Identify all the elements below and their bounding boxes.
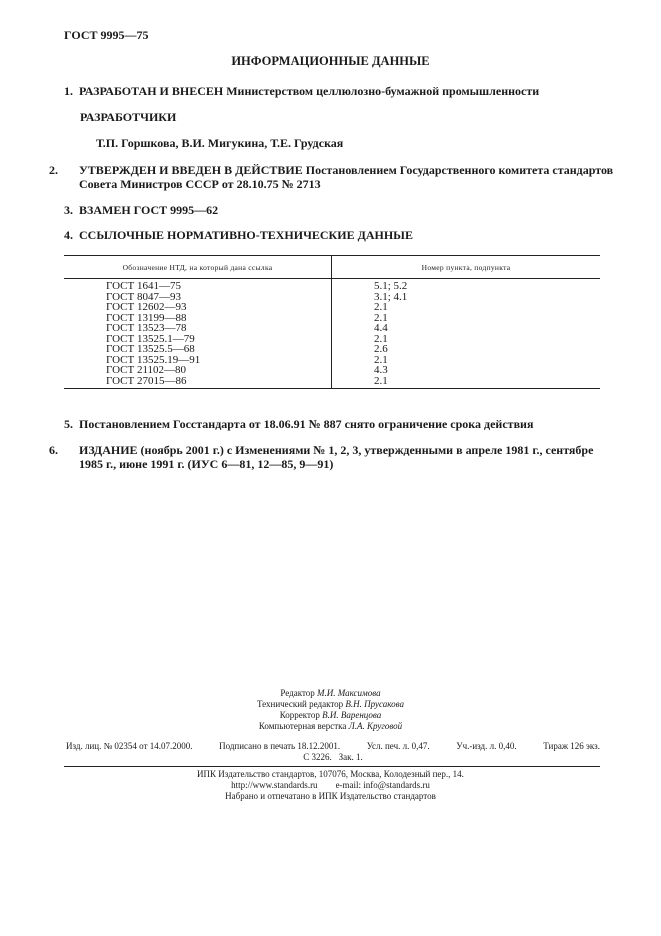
signed-info: Подписано в печать 18.12.2001.: [219, 741, 341, 751]
section-1: [64, 84, 601, 98]
section-2: [49, 163, 616, 191]
row-document: ГОСТ 21102—80: [64, 365, 332, 376]
reference-table: [64, 255, 600, 389]
row-clause: 2.1: [374, 374, 388, 387]
section-1-text: РАЗРАБОТАН И ВНЕСЕН Министерством целлюлозно-бумажной промышленности: [79, 84, 540, 98]
section-6-line-1: ИЗДАНИЕ (ноябрь 2001 г.) с Изменениями № 1, 2, 3, утвержденными в апреле 1981 г., сентябре: [79, 443, 594, 457]
row-document: ГОСТ 12602—93: [64, 302, 332, 313]
credit-role: Корректор: [279, 710, 320, 720]
section-5-number: 5.: [64, 417, 73, 431]
section-4-number: 4.: [64, 228, 73, 242]
section-6-line-2: 1985 г., июне 1991 г. (ИУС 6—81, 12—85, 9—91): [79, 457, 334, 471]
print-run-info: Тираж 126 экз.: [543, 741, 600, 751]
section-4-text: ССЫЛОЧНЫЕ НОРМАТИВНО-ТЕХНИЧЕСКИЕ ДАННЫЕ: [79, 228, 413, 242]
credit-role: Технический редактор: [256, 699, 344, 709]
section-6: [49, 443, 616, 471]
credit-name: Л.А. Круговой: [348, 721, 403, 731]
table-row: [64, 365, 600, 376]
page-title: ИНФОРМАЦИОННЫЕ ДАННЫЕ: [231, 54, 430, 68]
edition-sheets-info: Уч.-изд. л. 0,40.: [456, 741, 517, 751]
row-document: ГОСТ 8047—93: [64, 292, 332, 303]
row-clause: 2.1: [374, 301, 388, 313]
row-document: ГОСТ 13523—78: [64, 323, 332, 334]
credit-name: В.И. Варенцова: [322, 710, 382, 720]
row-document: ГОСТ 13525.5—68: [64, 344, 332, 355]
column-header-clause: Номер пункта, подпункта: [332, 256, 601, 279]
row-document: ГОСТ 13199—88: [64, 313, 332, 324]
credit-editor: [0, 688, 661, 699]
imprint-address: ИПК Издательство стандартов, 107076, Москва, Колодезный пер., 14.: [197, 769, 464, 779]
row-clause: 4.3: [374, 364, 388, 376]
table-row: [64, 376, 600, 389]
section-2-line-2: Совета Министров СССР от 28.10.75 № 2713: [79, 177, 321, 191]
section-3-text: ВЗАМЕН ГОСТ 9995—62: [79, 203, 219, 217]
credit-name: В.Н. Прусакова: [345, 699, 405, 709]
table-row: [64, 323, 600, 334]
standard-code: ГОСТ 9995—75: [64, 28, 149, 42]
row-clause: 4.4: [374, 322, 388, 334]
developers-label: РАЗРАБОТЧИКИ: [80, 110, 177, 124]
imprint-printed: Набрано и отпечатано в ИПК Издательство стандартов: [225, 791, 436, 801]
table-row: [64, 344, 600, 355]
credits-block: [0, 688, 661, 732]
row-clause: 3.1; 4.1: [374, 290, 408, 303]
table-row: [64, 279, 600, 292]
section-2-line-1: УТВЕРЖДЕН И ВВЕДЕН В ДЕЙСТВИЕ Постановлением Государственного комитета стандартов: [79, 163, 614, 177]
imprint-web: http://www.standards.ru: [231, 780, 318, 790]
credit-role: Редактор: [280, 688, 315, 698]
row-clause: 2.6: [374, 343, 388, 355]
table-row: [64, 302, 600, 313]
developers-names: Т.П. Горшкова, В.И. Мигукина, Т.Е. Грудская: [96, 136, 344, 150]
section-4: [64, 228, 601, 242]
imprint-block: [0, 769, 661, 802]
order-number: Зак. 1.: [338, 752, 363, 762]
publication-info: [66, 741, 600, 763]
imprint-contacts: [0, 780, 661, 791]
row-document: ГОСТ 1641—75: [64, 279, 332, 292]
row-document: ГОСТ 13525.1—79: [64, 334, 332, 345]
publication-row-1: [66, 741, 600, 752]
section-5: [64, 417, 601, 431]
row-clause: 2.1: [374, 332, 388, 345]
section-3: [64, 203, 601, 217]
publication-code: С 3226.: [303, 752, 332, 762]
credit-corrector: [0, 710, 661, 721]
section-3-number: 3.: [64, 203, 73, 217]
credit-layout: [0, 721, 661, 732]
table-header-row: [64, 256, 600, 279]
license-info: Изд. лиц. № 02354 от 14.07.2000.: [66, 741, 193, 751]
credit-name: М.И. Максимова: [317, 688, 381, 698]
column-header-document: Обозначение НТД, на который дана ссылка: [64, 256, 332, 279]
row-clause: 2.1: [374, 311, 388, 324]
section-5-text: Постановлением Госстандарта от 18.06.91 № 887 снято ограничение срока действия: [79, 417, 534, 431]
row-clause: 5.1; 5.2: [374, 280, 408, 292]
section-2-number: 2.: [49, 163, 58, 177]
credit-role: Компьютерная верстка: [258, 721, 347, 731]
imprint-email: e-mail: info@standards.ru: [335, 780, 430, 790]
credit-tech-editor: [0, 699, 661, 710]
section-1-number: 1.: [64, 84, 73, 98]
sheets-info: Усл. печ. л. 0,47.: [366, 741, 430, 751]
row-clause: 2.1: [374, 353, 388, 366]
row-document: ГОСТ 27015—86: [64, 376, 332, 389]
section-6-number: 6.: [49, 443, 58, 457]
divider: [64, 766, 600, 767]
row-document: ГОСТ 13525.19—91: [64, 355, 332, 366]
publication-row-2: [66, 752, 600, 763]
